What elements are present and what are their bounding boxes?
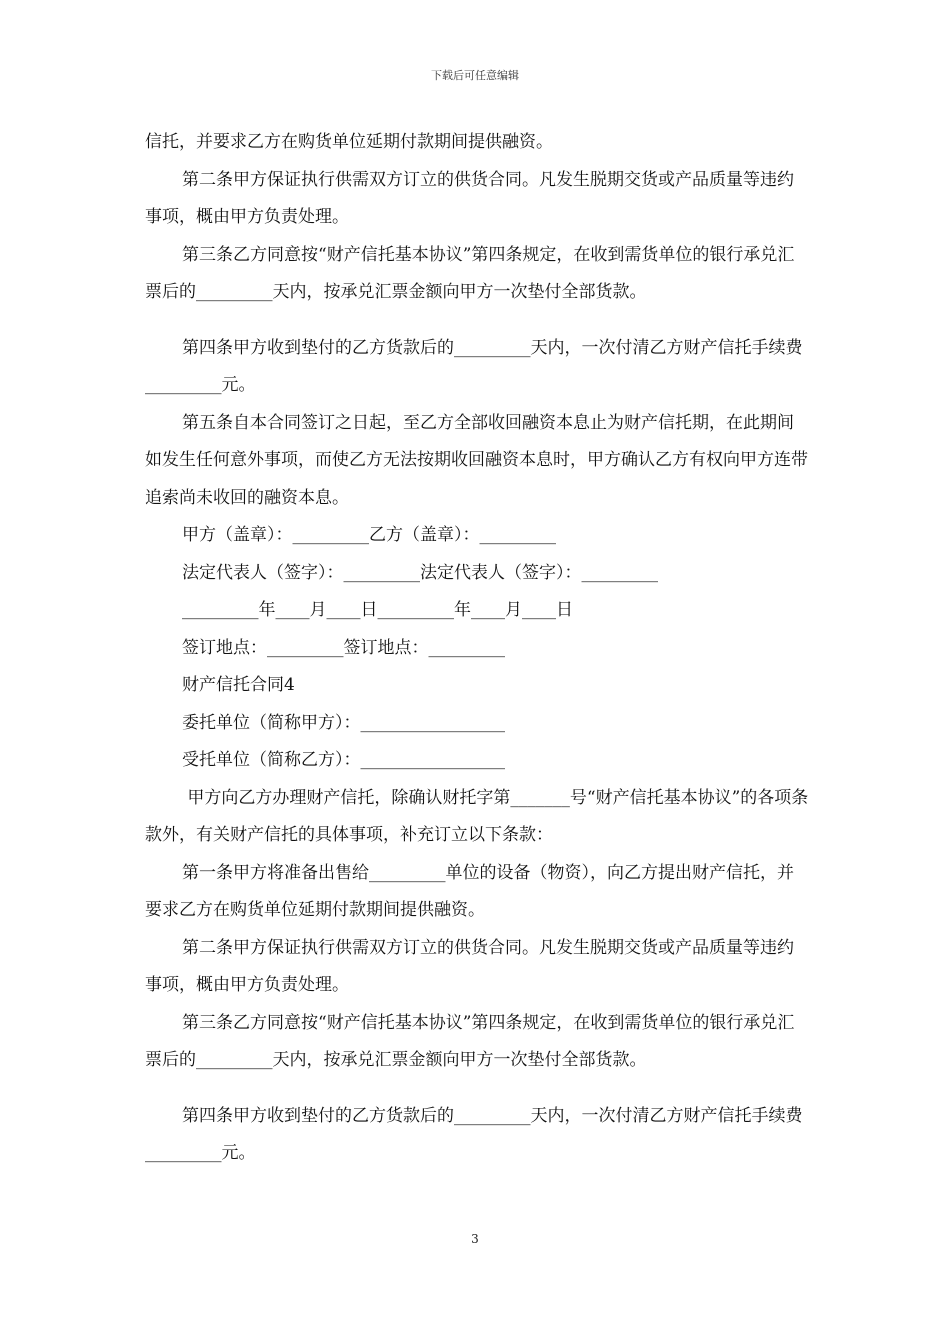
- date-line: _________年____月____日_________年____月____日: [182, 600, 573, 620]
- page-number: 3: [471, 1232, 479, 1246]
- clause-4: 第四条甲方收到垫付的乙方货款后的_________天内，一次付清乙方财产信托手续费_________元。: [145, 337, 803, 395]
- paragraph-gap: [145, 312, 810, 330]
- page-header: 下载后可任意编辑: [431, 69, 519, 82]
- document-body: [145, 124, 810, 1173]
- entrusting-party-line: 委托单位（简称甲方）：_________________: [182, 712, 505, 733]
- paragraph-continuation: 信托，并要求乙方在购货单位延期付款期间提供融资。: [145, 132, 553, 152]
- clause-5: 第五条自本合同签订之日起，至乙方全部收回融资本息止为财产信托期，在此期间如发生任何意外事项，而使乙方无法按期收回融资本息时，甲方确认乙方有权向甲方连带追索尚未收回的融资本息。: [145, 412, 808, 508]
- clause-3-repeat: 第三条乙方同意按“财产信托基本协议”第四条规定，在收到需货单位的银行承兑汇票后的_________天内，按承兑汇票金额向甲方一次垫付全部货款。: [145, 1012, 795, 1070]
- contract-title: 财产信托合同4: [182, 675, 295, 695]
- clause-2-repeat: 第二条甲方保证执行供需双方订立的供货合同。凡发生脱期交货或产品质量等违约事项，概由甲方负责处理。: [145, 937, 794, 995]
- signature-line: 法定代表人（签字）：_________法定代表人（签字）：_________: [182, 562, 658, 583]
- seal-line: 甲方（盖章）：_________乙方（盖章）：_________: [182, 525, 556, 545]
- preamble: 甲方向乙方办理财产信托，除确认财托字第_______号“财产信托基本协议”的各项条款外，有关财产信托的具体事项，补充订立以下条款：: [145, 787, 809, 845]
- clause-1: 第一条甲方将准备出售给_________单位的设备（物资），向乙方提出财产信托，并要求乙方在购货单位延期付款期间提供融资。: [145, 862, 794, 920]
- clause-4-repeat: 第四条甲方收到垫付的乙方货款后的_________天内，一次付清乙方财产信托手续费_________元。: [145, 1105, 803, 1163]
- trustee-party-line: 受托单位（简称乙方）：_________________: [182, 750, 505, 770]
- paragraph-gap: [145, 1080, 810, 1098]
- clause-2: 第二条甲方保证执行供需双方订立的供货合同。凡发生脱期交货或产品质量等违约事项，概由甲方负责处理。: [145, 169, 794, 227]
- signing-place-line: 签订地点：_________签订地点：_________: [182, 637, 505, 658]
- clause-3: 第三条乙方同意按“财产信托基本协议”第四条规定，在收到需货单位的银行承兑汇票后的_________天内，按承兑汇票金额向甲方一次垫付全部货款。: [145, 244, 795, 302]
